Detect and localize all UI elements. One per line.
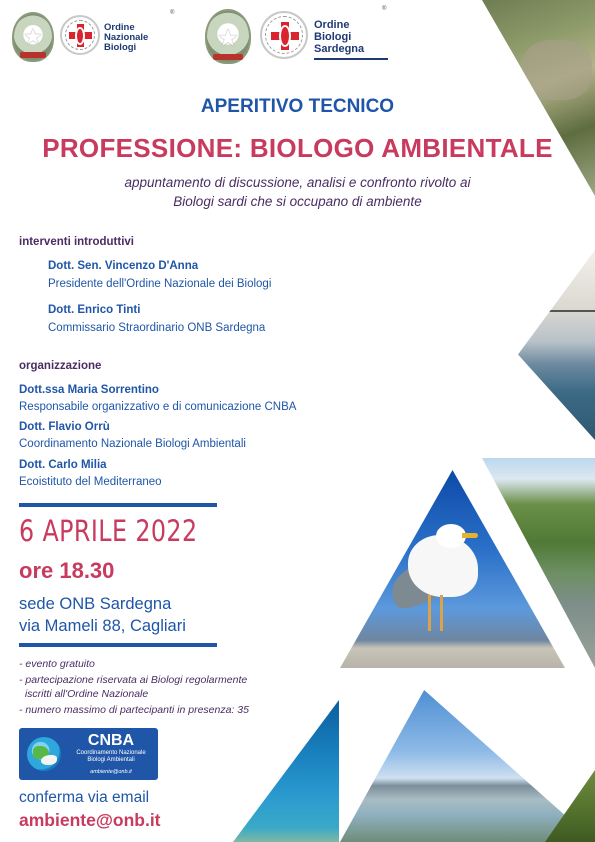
onb-sardegna-name-text: Ordine Biologi Sardegna xyxy=(314,19,365,55)
subtitle-line: appuntamento di discussione, analisi e confronto rivolto ai xyxy=(124,175,471,190)
speakers-heading: interventi introduttivi xyxy=(19,236,134,248)
subtitle-line: Biologi sardi che si occupano di ambiente xyxy=(173,194,422,209)
rail-shape xyxy=(548,310,595,312)
onb-name-text: Ordine Nazionale Biologi xyxy=(104,22,149,53)
star-icon: ★ xyxy=(23,25,43,50)
badge-subtitle-line: Biologi Ambientali xyxy=(87,757,135,763)
logo-underline xyxy=(314,58,388,60)
organizer-role: Ecoistituto del Mediterraneo xyxy=(19,476,162,488)
logo-row xyxy=(8,6,388,68)
venue-address: via Mameli 88, Cagliari xyxy=(19,617,186,635)
organizer-name: Dott.ssa Maria Sorrentino xyxy=(19,384,159,396)
star-icon: ★ xyxy=(217,24,239,52)
note-line: - partecipazione riservata ai Biologi regolarmente xyxy=(19,674,248,686)
italian-republic-emblem xyxy=(12,12,54,62)
organizer-name: Dott. Flavio Orrù xyxy=(19,421,110,433)
badge-email: ambiente@onb.it xyxy=(90,769,132,775)
note-line: iscritti all'Ordine Nazionale xyxy=(19,688,149,700)
divider-top xyxy=(19,503,217,507)
caduceus-icon xyxy=(75,27,85,45)
speaker-role: Commissario Straordinario ONB Sardegna xyxy=(48,322,266,334)
onb-seal-logo xyxy=(60,15,100,55)
speaker-name: Dott. Sen. Vincenzo D'Anna xyxy=(48,260,199,272)
gull-beak xyxy=(462,533,478,538)
gull-leg xyxy=(428,595,431,631)
note-line: - numero massimo di partecipanti in presenza: 35 xyxy=(19,704,249,716)
note-line: - evento gratuito xyxy=(19,658,95,670)
italian-republic-emblem-2 xyxy=(205,9,251,64)
contact-email-link[interactable]: ambiente@onb.it xyxy=(19,810,161,830)
globe-icon xyxy=(27,737,61,771)
bird-icon xyxy=(41,755,57,765)
onb-sardegna-seal-logo xyxy=(260,11,308,59)
event-title: PROFESSIONE: BIOLOGO AMBIENTALE xyxy=(42,133,553,163)
event-time: ore 18.30 xyxy=(19,558,115,583)
speaker-name: Dott. Enrico Tinti xyxy=(48,304,141,316)
gull-leg xyxy=(440,595,443,631)
badge-title: CNBA xyxy=(87,732,135,749)
emblem-ribbon xyxy=(20,52,46,58)
event-subtitle xyxy=(60,173,535,211)
registered-mark: ® xyxy=(382,6,387,12)
rock-shape xyxy=(522,40,592,100)
confirm-label: conferma via email xyxy=(19,789,150,806)
speaker-role: Presidente dell'Ordine Nazionale dei Biologi xyxy=(48,278,272,290)
badge-subtitle xyxy=(67,750,155,764)
organization-heading: organizzazione xyxy=(19,360,102,372)
venue-name: sede ONB Sardegna xyxy=(19,595,172,613)
registered-mark: ® xyxy=(170,10,175,16)
underwater-photo xyxy=(233,700,339,842)
divider-bottom xyxy=(19,643,217,647)
event-date: 6 APRILE 2022 xyxy=(19,514,198,548)
organizer-role: Coordinamento Nazionale Biologi Ambientali xyxy=(19,438,246,450)
cnba-badge xyxy=(19,728,158,780)
caduceus-icon xyxy=(279,25,291,47)
event-kind: APERITIVO TECNICO xyxy=(200,96,395,117)
emblem-ribbon xyxy=(213,54,243,60)
treatment-plant-photo xyxy=(518,250,595,440)
badge-subtitle-line: Coordinamento Nazionale xyxy=(76,750,146,756)
organizer-name: Dott. Carlo Milia xyxy=(19,459,107,471)
organizer-role: Responsabile organizzativo e di comunicazione CNBA xyxy=(19,401,297,413)
lagoon-photo xyxy=(340,690,595,842)
